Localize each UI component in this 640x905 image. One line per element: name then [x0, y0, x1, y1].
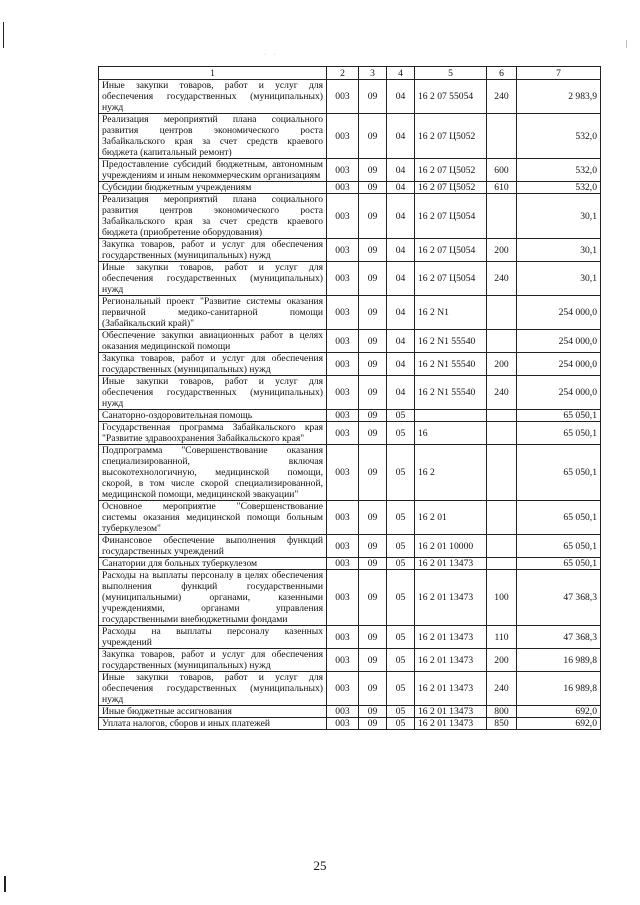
col-header-6: 6 — [487, 67, 517, 80]
amount: 65 050,1 — [517, 410, 601, 422]
page-number: 25 — [313, 858, 327, 873]
target-article-code: 16 2 01 — [415, 501, 487, 535]
target-article-code: 16 2 01 13473 — [415, 672, 487, 706]
table-row — [99, 706, 601, 718]
target-article-code: 16 — [415, 422, 487, 445]
subsection-code: 04 — [387, 330, 415, 353]
target-article-code — [415, 410, 487, 422]
subsection-code: 04 — [387, 182, 415, 194]
expense-type-code — [487, 330, 517, 353]
expense-name: Реализация мероприятий плана социального развития центров экономического роста Забайкальского края за счет средств краевого бюджета (приобретение оборудования) — [99, 194, 327, 239]
subsection-code: 05 — [387, 410, 415, 422]
ministry-code: 003 — [327, 182, 359, 194]
table-row — [99, 558, 601, 570]
expense-name: Иные закупки товаров, работ и услуг для обеспечения государственных (муниципальных) нужд — [99, 672, 327, 706]
binding-mark-right — [626, 40, 627, 48]
ministry-code: 003 — [327, 262, 359, 296]
expense-type-code: 600 — [487, 159, 517, 182]
section-code: 09 — [359, 159, 387, 182]
section-code: 09 — [359, 445, 387, 501]
header-row — [99, 67, 601, 80]
col-header-4: 4 — [387, 67, 415, 80]
expense-name: Обеспечение закупки авиационных работ в целях оказания медицинской помощи — [99, 330, 327, 353]
table-row — [99, 718, 601, 730]
expense-type-code: 610 — [487, 182, 517, 194]
amount: 30,1 — [517, 262, 601, 296]
expense-name: Закупка товаров, работ и услуг для обеспечения государственных (муниципальных) нужд — [99, 649, 327, 672]
section-code: 09 — [359, 649, 387, 672]
subsection-code: 04 — [387, 239, 415, 262]
amount: 65 050,1 — [517, 558, 601, 570]
expense-type-code — [487, 410, 517, 422]
target-article-code: 16 2 07 Ц5052 — [415, 114, 487, 159]
expense-name: Основное мероприятие "Совершенствование системы оказания медицинской помощи больным туберкулезом" — [99, 501, 327, 535]
ministry-code: 003 — [327, 353, 359, 376]
subsection-code: 04 — [387, 296, 415, 330]
budget-table — [98, 66, 601, 730]
col-header-3: 3 — [359, 67, 387, 80]
ministry-code: 003 — [327, 718, 359, 730]
ministry-code: 003 — [327, 239, 359, 262]
col-header-2: 2 — [327, 67, 359, 80]
subsection-code: 05 — [387, 672, 415, 706]
scan-specks: · · — [264, 52, 279, 58]
expense-type-code: 240 — [487, 672, 517, 706]
section-code: 09 — [359, 535, 387, 558]
subsection-code: 05 — [387, 649, 415, 672]
amount: 65 050,1 — [517, 501, 601, 535]
ministry-code: 003 — [327, 296, 359, 330]
expense-type-code: 800 — [487, 706, 517, 718]
table-row — [99, 649, 601, 672]
expense-name: Региональный проект "Развитие системы оказания первичной медико-санитарной помощи (Забайкальский край)" — [99, 296, 327, 330]
target-article-code: 16 2 — [415, 445, 487, 501]
amount: 47 368,3 — [517, 570, 601, 626]
table-row — [99, 262, 601, 296]
target-article-code: 16 2 N1 55540 — [415, 376, 487, 410]
expense-type-code — [487, 114, 517, 159]
expense-type-code — [487, 296, 517, 330]
expense-type-code — [487, 558, 517, 570]
expense-name: Закупка товаров, работ и услуг для обеспечения государственных (муниципальных) нужд — [99, 239, 327, 262]
subsection-code: 05 — [387, 706, 415, 718]
expense-name: Иные закупки товаров, работ и услуг для обеспечения государственных (муниципальных) нужд — [99, 262, 327, 296]
ministry-code: 003 — [327, 445, 359, 501]
ministry-code: 003 — [327, 570, 359, 626]
expense-type-code: 850 — [487, 718, 517, 730]
subsection-code: 04 — [387, 80, 415, 114]
subsection-code: 04 — [387, 114, 415, 159]
target-article-code: 16 2 07 Ц5054 — [415, 194, 487, 239]
amount: 65 050,1 — [517, 445, 601, 501]
section-code: 09 — [359, 194, 387, 239]
section-code: 09 — [359, 239, 387, 262]
col-header-7: 7 — [517, 67, 601, 80]
amount: 532,0 — [517, 159, 601, 182]
expense-type-code: 200 — [487, 649, 517, 672]
ministry-code: 003 — [327, 376, 359, 410]
expense-type-code: 240 — [487, 80, 517, 114]
target-article-code: 16 2 01 10000 — [415, 535, 487, 558]
ministry-code: 003 — [327, 114, 359, 159]
subsection-code: 05 — [387, 570, 415, 626]
section-code: 09 — [359, 410, 387, 422]
table-row — [99, 296, 601, 330]
amount: 254 000,0 — [517, 353, 601, 376]
table-header — [99, 67, 601, 80]
table-row — [99, 570, 601, 626]
subsection-code: 05 — [387, 422, 415, 445]
table-row — [99, 194, 601, 239]
amount: 532,0 — [517, 182, 601, 194]
binding-mark-top — [3, 22, 4, 48]
expense-name: Подпрограмма "Совершенствование оказания специализированной, включая высокотехнологичную, медицинской помощи, скорой, в том числе скорой специализированной, медицинской помощи, медицинской эвакуации" — [99, 445, 327, 501]
amount: 254 000,0 — [517, 296, 601, 330]
ministry-code: 003 — [327, 626, 359, 649]
subsection-code: 04 — [387, 194, 415, 239]
amount: 16 989,8 — [517, 672, 601, 706]
table-row — [99, 535, 601, 558]
section-code: 09 — [359, 718, 387, 730]
section-code: 09 — [359, 262, 387, 296]
table-row — [99, 626, 601, 649]
ministry-code: 003 — [327, 706, 359, 718]
expense-name: Предоставление субсидий бюджетным, автономным учреждениям и иным некоммерческим организациям — [99, 159, 327, 182]
table-row — [99, 239, 601, 262]
target-article-code: 16 2 07 Ц5052 — [415, 159, 487, 182]
expense-name: Иные закупки товаров, работ и услуг для обеспечения государственных (муниципальных) нужд — [99, 376, 327, 410]
expense-name: Закупка товаров, работ и услуг для обеспечения государственных (муниципальных) нужд — [99, 353, 327, 376]
section-code: 09 — [359, 353, 387, 376]
expense-name: Уплата налогов, сборов и иных платежей — [99, 718, 327, 730]
ministry-code: 003 — [327, 159, 359, 182]
expense-type-code: 110 — [487, 626, 517, 649]
table-row — [99, 445, 601, 501]
section-code: 09 — [359, 330, 387, 353]
ministry-code: 003 — [327, 80, 359, 114]
table-row — [99, 159, 601, 182]
ministry-code: 003 — [327, 672, 359, 706]
expense-type-code — [487, 535, 517, 558]
expense-name: Субсидии бюджетным учреждениям — [99, 182, 327, 194]
col-header-1: 1 — [99, 67, 327, 80]
expense-type-code — [487, 501, 517, 535]
amount: 65 050,1 — [517, 422, 601, 445]
amount: 532,0 — [517, 114, 601, 159]
subsection-code: 05 — [387, 445, 415, 501]
amount: 2 983,9 — [517, 80, 601, 114]
col-header-5: 5 — [415, 67, 487, 80]
expense-type-code: 200 — [487, 239, 517, 262]
expense-type-code — [487, 194, 517, 239]
section-code: 09 — [359, 422, 387, 445]
subsection-code: 04 — [387, 159, 415, 182]
target-article-code: 16 2 01 13473 — [415, 649, 487, 672]
amount: 30,1 — [517, 194, 601, 239]
target-article-code: 16 2 N1 55540 — [415, 330, 487, 353]
target-article-code: 16 2 07 55054 — [415, 80, 487, 114]
expense-name: Расходы на выплаты персоналу в целях обеспечения выполнения функций государственными (муниципальными) органами, казенными учреждениями, органами управления государственными внебюджетными фондами — [99, 570, 327, 626]
ministry-code: 003 — [327, 501, 359, 535]
subsection-code: 05 — [387, 718, 415, 730]
expense-type-code: 240 — [487, 262, 517, 296]
target-article-code: 16 2 N1 — [415, 296, 487, 330]
section-code: 09 — [359, 296, 387, 330]
target-article-code: 16 2 01 13473 — [415, 706, 487, 718]
expense-type-code — [487, 422, 517, 445]
ministry-code: 003 — [327, 558, 359, 570]
table-row — [99, 672, 601, 706]
target-article-code: 16 2 N1 55540 — [415, 353, 487, 376]
table-row — [99, 501, 601, 535]
expense-name: Реализация мероприятий плана социального развития центров экономического роста Забайкальского края за счет средств краевого бюджета (капитальный ремонт) — [99, 114, 327, 159]
subsection-code: 04 — [387, 353, 415, 376]
table-row — [99, 114, 601, 159]
expense-name: Финансовое обеспечение выполнения функций государственных учреждений — [99, 535, 327, 558]
section-code: 09 — [359, 114, 387, 159]
expense-type-code: 100 — [487, 570, 517, 626]
amount: 254 000,0 — [517, 376, 601, 410]
expense-type-code: 200 — [487, 353, 517, 376]
section-code: 09 — [359, 706, 387, 718]
table-row — [99, 422, 601, 445]
subsection-code: 05 — [387, 558, 415, 570]
ministry-code: 003 — [327, 330, 359, 353]
ministry-code: 003 — [327, 194, 359, 239]
target-article-code: 16 2 01 13473 — [415, 718, 487, 730]
section-code: 09 — [359, 558, 387, 570]
table-row — [99, 353, 601, 376]
section-code: 09 — [359, 376, 387, 410]
binding-mark-bottom — [4, 876, 6, 892]
amount: 692,0 — [517, 706, 601, 718]
section-code: 09 — [359, 672, 387, 706]
amount: 30,1 — [517, 239, 601, 262]
table-row — [99, 80, 601, 114]
amount: 254 000,0 — [517, 330, 601, 353]
amount: 65 050,1 — [517, 535, 601, 558]
expense-name: Санатории для больных туберкулезом — [99, 558, 327, 570]
expense-type-code — [487, 445, 517, 501]
section-code: 09 — [359, 626, 387, 649]
target-article-code: 16 2 07 Ц5052 — [415, 182, 487, 194]
amount: 47 368,3 — [517, 626, 601, 649]
table-row — [99, 182, 601, 194]
subsection-code: 04 — [387, 262, 415, 296]
expense-name: Иные бюджетные ассигнования — [99, 706, 327, 718]
expense-name: Иные закупки товаров, работ и услуг для обеспечения государственных (муниципальных) нужд — [99, 80, 327, 114]
table-body — [99, 80, 601, 730]
target-article-code: 16 2 01 13473 — [415, 570, 487, 626]
section-code: 09 — [359, 501, 387, 535]
amount: 16 989,8 — [517, 649, 601, 672]
section-code: 09 — [359, 80, 387, 114]
expense-name: Санаторно-оздоровительная помощь — [99, 410, 327, 422]
table-row — [99, 410, 601, 422]
subsection-code: 05 — [387, 535, 415, 558]
target-article-code: 16 2 07 Ц5054 — [415, 262, 487, 296]
expense-type-code: 240 — [487, 376, 517, 410]
section-code: 09 — [359, 570, 387, 626]
amount: 692,0 — [517, 718, 601, 730]
target-article-code: 16 2 01 13473 — [415, 558, 487, 570]
ministry-code: 003 — [327, 410, 359, 422]
table-row — [99, 376, 601, 410]
section-code: 09 — [359, 182, 387, 194]
subsection-code: 05 — [387, 501, 415, 535]
ministry-code: 003 — [327, 649, 359, 672]
expense-name: Расходы на выплаты персоналу казенных учреждений — [99, 626, 327, 649]
target-article-code: 16 2 07 Ц5054 — [415, 239, 487, 262]
subsection-code: 05 — [387, 626, 415, 649]
table-row — [99, 330, 601, 353]
ministry-code: 003 — [327, 422, 359, 445]
subsection-code: 04 — [387, 376, 415, 410]
ministry-code: 003 — [327, 535, 359, 558]
expense-name: Государственная программа Забайкальского края "Развитие здравоохранения Забайкальского края" — [99, 422, 327, 445]
target-article-code: 16 2 01 13473 — [415, 626, 487, 649]
